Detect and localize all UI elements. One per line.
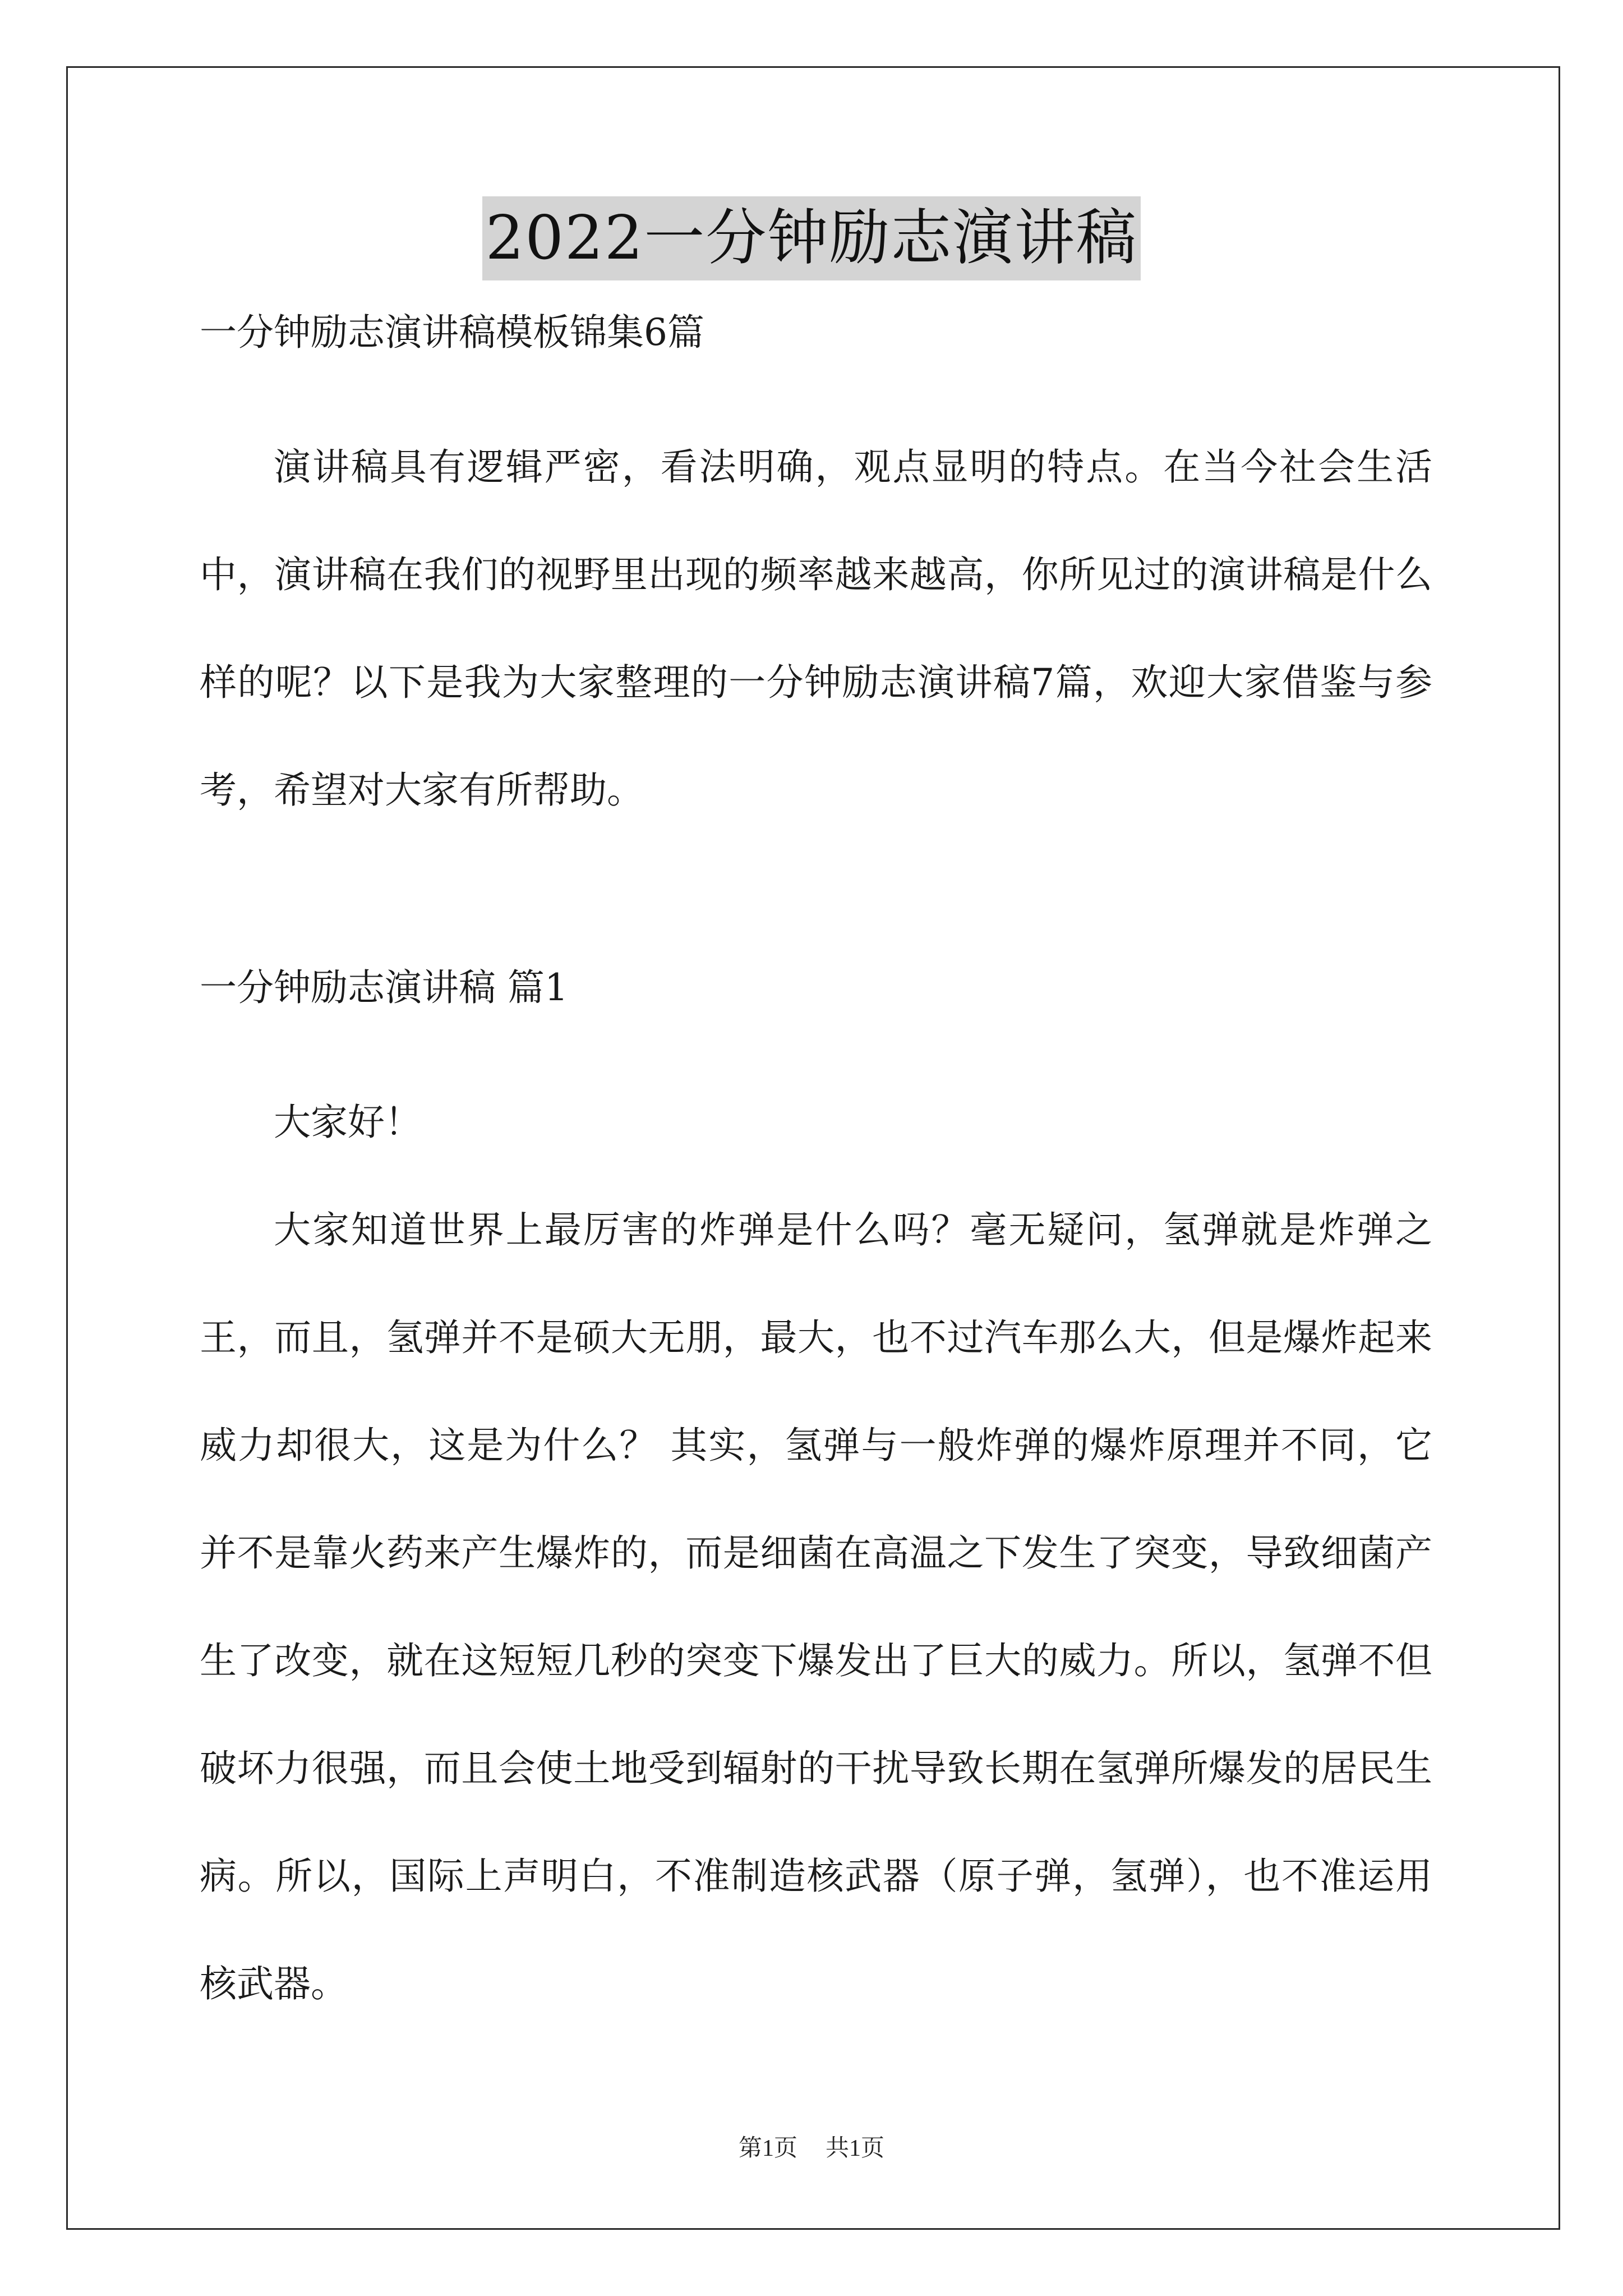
title-container xyxy=(0,196,1623,280)
document-body xyxy=(200,306,1432,2038)
page-footer xyxy=(0,2132,1623,2165)
section-heading: 一分钟励志演讲稿 篇1 xyxy=(200,966,568,1009)
document-title: 2022一分钟励志演讲稿 xyxy=(482,196,1141,280)
intro-paragraph: 演讲稿具有逻辑严密，看法明确，观点显明的特点。在当今社会生活中，演讲稿在我们的视野里出现的频率越来越高，你所见过的演讲稿是什么样的呢？以下是我为大家整理的一分钟励志演讲稿7篇，欢迎大家借鉴与参考，希望对大家有所帮助。 xyxy=(200,445,1432,812)
body-paragraph: 大家知道世界上最厉害的炸弹是什么吗？毫无疑问，氢弹就是炸弹之王，而且，氢弹并不是硕大无朋，最大，也不过汽车那么大，但是爆炸起来威力却很大，这是为什么？ 其实，氢弹与一般炸弹的爆炸原理并不同，它并不是靠火药来产生爆炸的，而是细菌在高温之下发生了突变，导致细菌产生了改变，就在这短短几秒的突变下爆发出了巨大的威力。所以，氢弹不但破坏力很强，而且会使土地受到辐射的干扰导致长期在氢弹所爆发的居民生病。所以，国际上声明白，不准制造核武器（原子弹，氢弹），也不准运用核武器。 xyxy=(200,1208,1432,2005)
page-total: 共1页 xyxy=(826,2136,885,2161)
page-number: 第1页 xyxy=(738,2136,797,2161)
greeting-paragraph: 大家好！ xyxy=(274,1101,422,1144)
document-subtitle: 一分钟励志演讲稿模板锦集6篇 xyxy=(200,311,704,354)
